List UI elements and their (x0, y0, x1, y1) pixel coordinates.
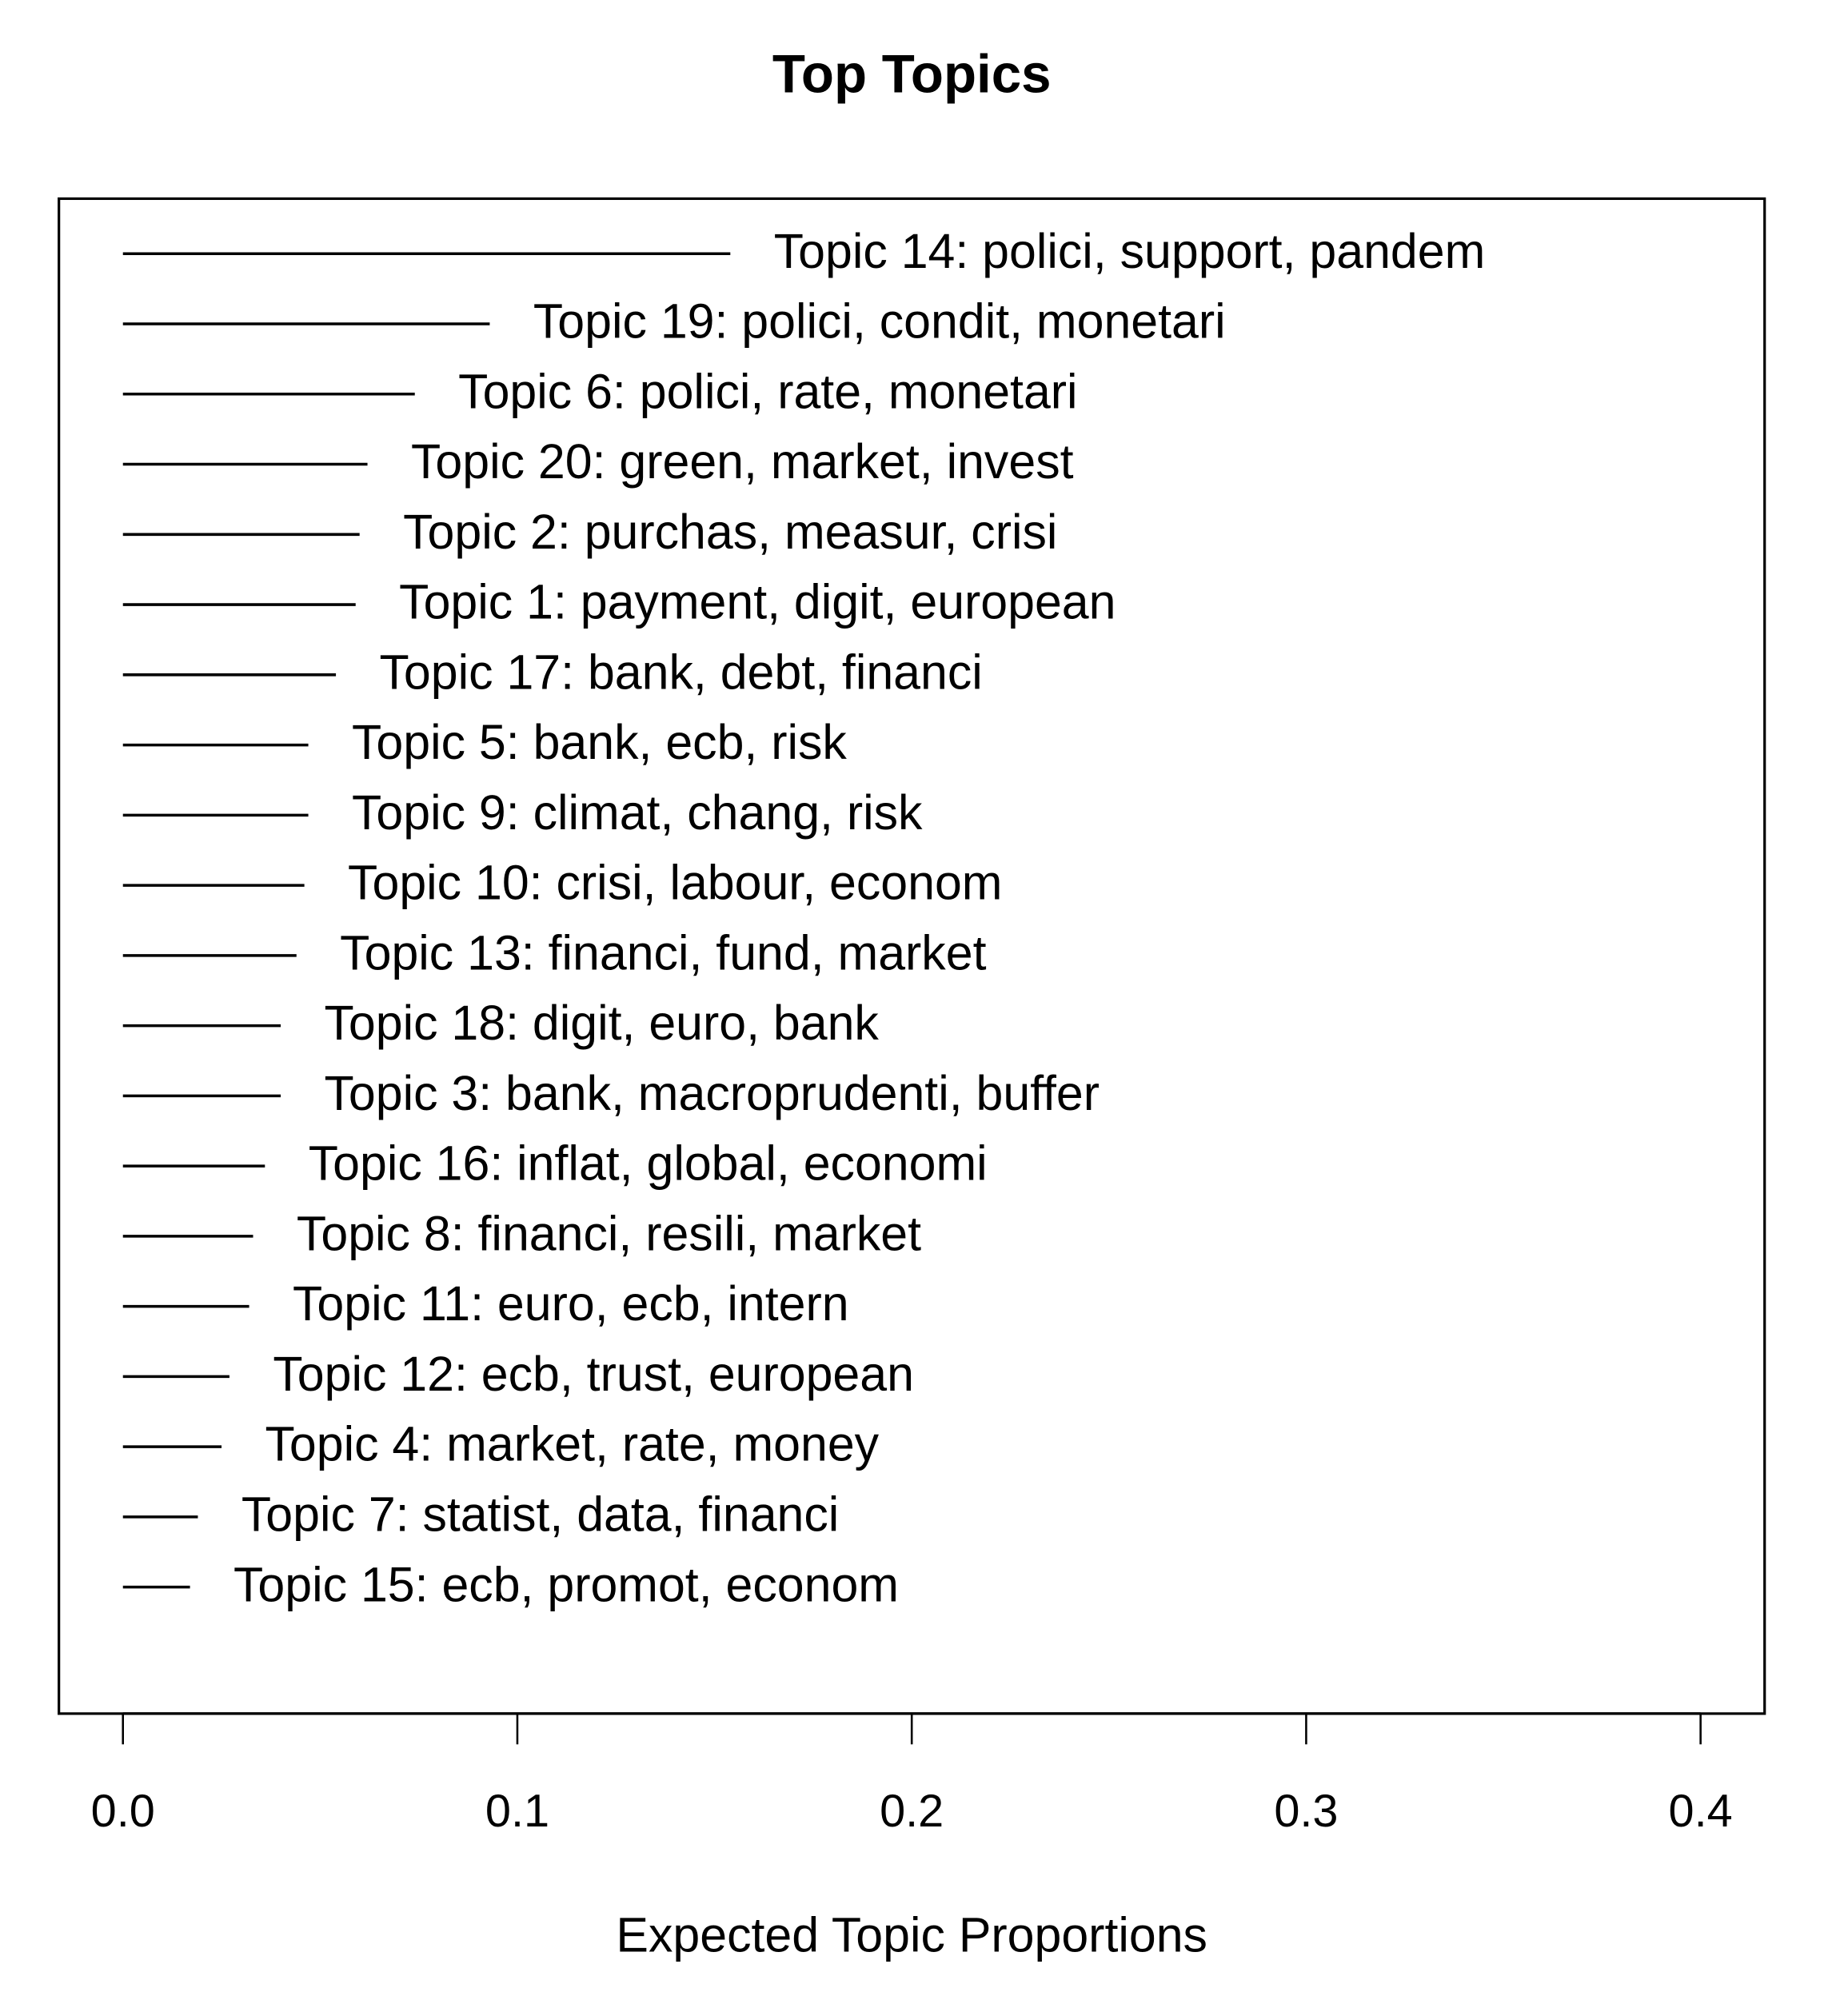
topic-row (123, 1557, 899, 1611)
topic-row (123, 505, 1058, 559)
topic-row (123, 925, 987, 980)
topic-label: Topic 7: statist, data, financi (241, 1487, 840, 1542)
x-axis-label: Expected Topic Proportions (616, 1907, 1207, 1962)
topic-label: Topic 6: polici, rate, monetari (458, 364, 1078, 419)
topic-row (123, 1206, 921, 1260)
topic-label: Topic 11: euro, ecb, intern (293, 1276, 849, 1331)
topic-label: Topic 14: polici, support, pandem (773, 223, 1486, 278)
topic-row (123, 996, 880, 1050)
topic-label: Topic 12: ecb, trust, european (273, 1346, 914, 1401)
topic-row (123, 856, 1003, 910)
topic-label: Topic 17: bank, debt, financi (379, 645, 983, 700)
topic-label: Topic 16: inflat, global, economi (308, 1136, 988, 1191)
x-axis (91, 1714, 1733, 1837)
topic-row (123, 575, 1116, 629)
topic-label: Topic 9: climat, chang, risk (351, 784, 923, 840)
x-tick-label: 0.2 (880, 1785, 944, 1837)
x-tick-label: 0.3 (1274, 1785, 1339, 1837)
chart-title: Top Topics (772, 44, 1052, 105)
topic-row (123, 645, 983, 699)
topic-label: Topic 19: polici, condit, monetari (533, 293, 1226, 349)
topic-row (123, 1276, 849, 1331)
x-tick-label: 0.0 (90, 1785, 155, 1837)
topic-row (123, 1487, 840, 1542)
topic-label: Topic 8: financi, resili, market (296, 1206, 922, 1261)
topic-row (123, 1347, 914, 1401)
topic-label: Topic 5: bank, ecb, risk (351, 715, 847, 770)
topic-label: Topic 3: bank, macroprudenti, buffer (324, 1065, 1100, 1120)
topic-label: Topic 15: ecb, promot, econom (233, 1557, 899, 1612)
bars-group (123, 224, 1486, 1611)
topic-label: Topic 18: digit, euro, bank (324, 996, 879, 1051)
topic-label: Topic 1: payment, digit, european (399, 574, 1116, 629)
topic-row (123, 434, 1074, 489)
topic-row (123, 224, 1486, 278)
topic-row (123, 294, 1226, 349)
topic-row (123, 1066, 1100, 1120)
topic-row (123, 1136, 988, 1191)
topic-label: Topic 20: green, market, invest (410, 434, 1074, 489)
topic-label: Topic 2: purchas, measur, crisi (403, 504, 1058, 559)
topic-row (123, 1417, 880, 1471)
x-tick-label: 0.4 (1668, 1785, 1733, 1837)
topic-label: Topic 10: crisi, labour, econom (348, 855, 1003, 910)
topic-label: Topic 13: financi, fund, market (340, 925, 987, 980)
x-tick-label: 0.1 (485, 1785, 550, 1837)
topic-row (123, 785, 923, 840)
topic-row (123, 715, 848, 769)
topic-row (123, 364, 1078, 418)
topic-label: Topic 4: market, rate, money (265, 1416, 880, 1471)
